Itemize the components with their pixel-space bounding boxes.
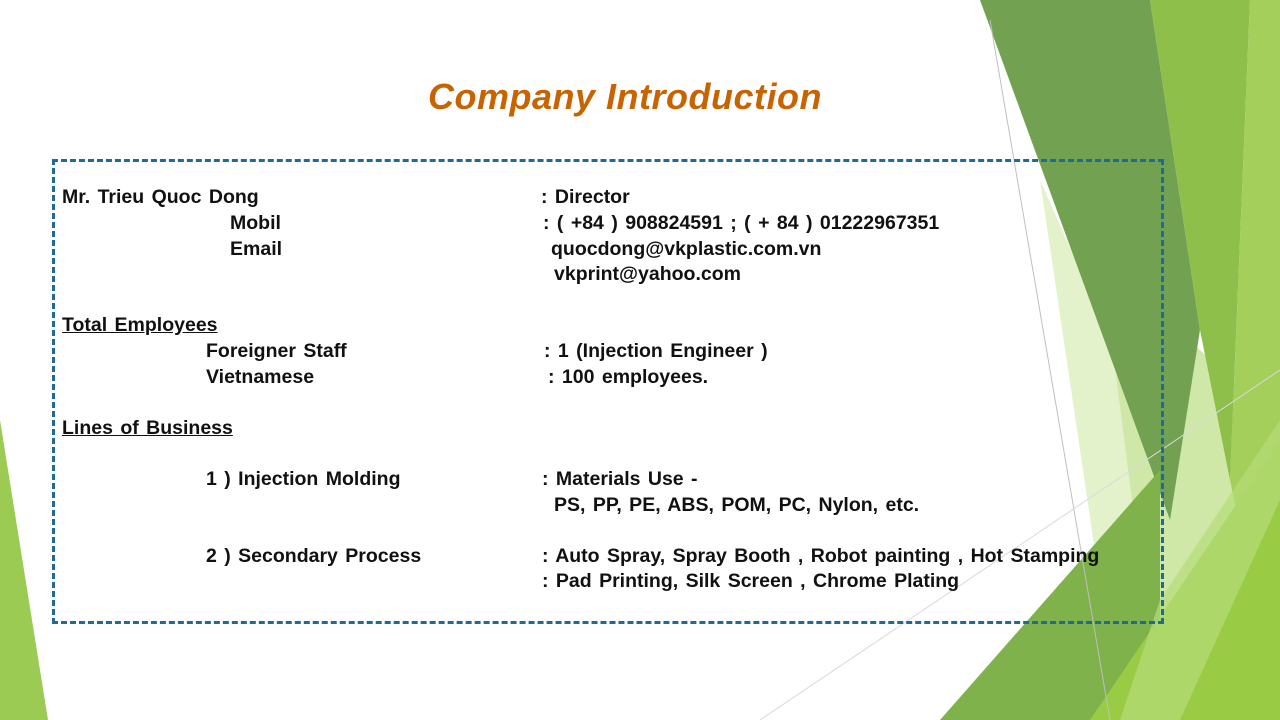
slide-title: Company Introduction	[428, 76, 822, 117]
mobile-value: : ( +84 ) 908824591 ; ( + 84 ) 01222967351	[543, 212, 940, 234]
contact-name: Mr. Trieu Quoc Dong	[62, 186, 259, 208]
business-item2-value2: : Pad Printing, Silk Screen , Chrome Plating	[542, 570, 960, 592]
mobile-label: Mobil	[230, 212, 281, 234]
email-secondary: vkprint@yahoo.com	[554, 263, 741, 285]
business-heading: Lines of Business	[62, 417, 233, 439]
email-label: Email	[230, 238, 283, 260]
business-item1-materials: PS, PP, PE, ABS, POM, PC, Nylon, etc.	[554, 494, 920, 516]
business-item1-value: : Materials Use -	[542, 468, 698, 490]
business-item2-value1: : Auto Spray, Spray Booth , Robot painting , Hot Stamping	[542, 545, 1100, 567]
business-item2-label: 2 ) Secondary Process	[206, 545, 422, 567]
vietnamese-label: Vietnamese	[206, 366, 315, 388]
contact-role: : Director	[541, 186, 630, 208]
foreigner-value: : 1 (Injection Engineer )	[544, 340, 768, 362]
business-item1-label: 1 ) Injection Molding	[206, 468, 401, 490]
email-primary: quocdong@vkplastic.com.vn	[551, 238, 822, 260]
left-green-shape	[0, 420, 48, 720]
foreigner-label: Foreigner Staff	[206, 340, 347, 362]
employees-heading: Total Employees	[62, 314, 218, 336]
vietnamese-value: : 100 employees.	[548, 366, 709, 388]
